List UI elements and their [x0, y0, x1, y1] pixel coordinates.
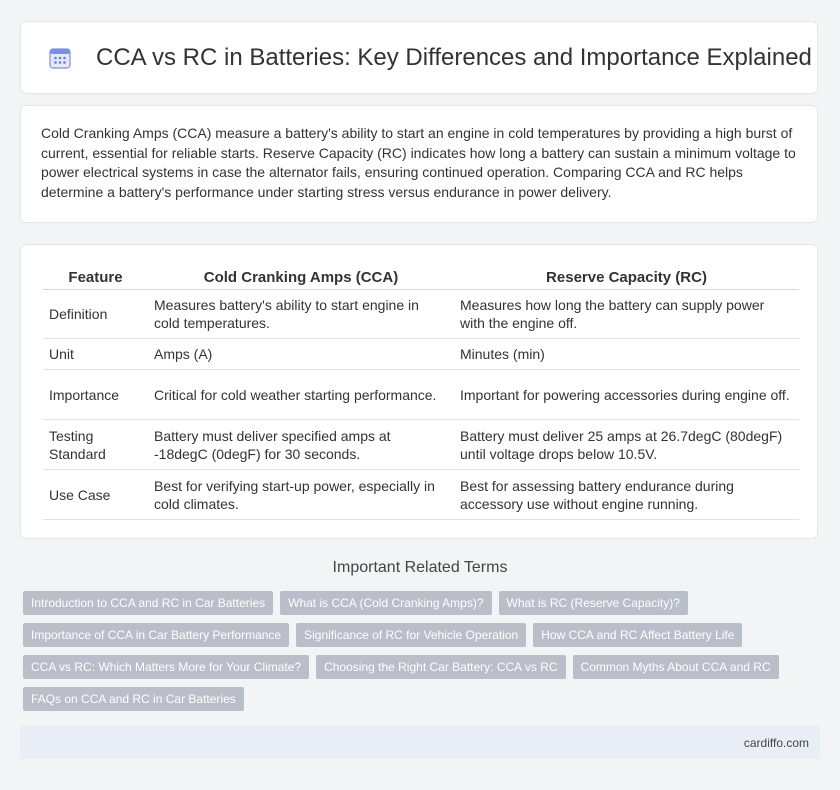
column-header-feature: Feature: [43, 265, 148, 290]
related-tag[interactable]: How CCA and RC Affect Battery Life: [533, 623, 742, 647]
column-header-cca: Cold Cranking Amps (CCA): [148, 265, 454, 290]
column-header-rc: Reserve Capacity (RC): [454, 265, 799, 290]
related-tag[interactable]: Choosing the Right Car Battery: CCA vs RC: [316, 655, 565, 679]
table-cell-rc: Important for powering accessories during engine off.: [454, 370, 799, 420]
table-cell-feature: Unit: [43, 339, 148, 370]
related-terms-title: Important Related Terms: [332, 559, 508, 576]
related-tag[interactable]: CCA vs RC: Which Matters More for Your Climate?: [23, 655, 309, 679]
table-cell-rc: Minutes (min): [454, 339, 799, 370]
related-tag[interactable]: What is RC (Reserve Capacity)?: [499, 591, 688, 615]
table-row: [43, 370, 799, 420]
related-tag[interactable]: FAQs on CCA and RC in Car Batteries: [23, 687, 244, 711]
footer: [20, 726, 820, 759]
tag-row: [23, 655, 803, 679]
table-cell-cca: Critical for cold weather starting performance.: [148, 370, 454, 420]
comparison-table-card: [20, 244, 818, 539]
table-row: [43, 290, 799, 339]
table-cell-cca: Amps (A): [148, 339, 454, 370]
page-title: CCA vs RC in Batteries: Key Differences and Importance Explained: [96, 44, 812, 71]
table-cell-cca: Measures battery's ability to start engine in cold temperatures.: [148, 290, 454, 339]
table-row: [43, 339, 799, 370]
intro-paragraph: Cold Cranking Amps (CCA) measure a battery's ability to start an engine in cold temperatures by providing a high burst of current, essential for reliable starts. Reserve Capacity (RC) indicates how long a battery can sustain a minimum voltage to power electrical systems in case the alternator fails, ensuring continued operation. Comparing CCA and RC helps determine a battery's performance under starting stress versus endurance in power delivery.: [41, 125, 796, 200]
table-row: [43, 470, 799, 520]
calendar-grid-icon: [49, 47, 71, 69]
footer-site-link[interactable]: cardiffo.com: [743, 736, 809, 750]
related-tag[interactable]: Introduction to CCA and RC in Car Batteries: [23, 591, 273, 615]
intro-card: [20, 105, 818, 223]
tag-row: [23, 591, 803, 615]
header-card: [20, 21, 818, 94]
table-cell-feature: Testing Standard: [43, 420, 148, 470]
table-cell-rc: Measures how long the battery can supply power with the engine off.: [454, 290, 799, 339]
table-cell-feature: Definition: [43, 290, 148, 339]
table-cell-feature: Importance: [43, 370, 148, 420]
comparison-table: [43, 265, 799, 520]
table-cell-cca: Best for verifying start-up power, especially in cold climates.: [148, 470, 454, 520]
table-cell-cca: Battery must deliver specified amps at -18degC (0degF) for 30 seconds.: [148, 420, 454, 470]
related-tag[interactable]: What is CCA (Cold Cranking Amps)?: [280, 591, 491, 615]
related-tag[interactable]: Importance of CCA in Car Battery Performance: [23, 623, 289, 647]
table-cell-feature: Use Case: [43, 470, 148, 520]
tag-row: [23, 623, 803, 647]
table-row: [43, 420, 799, 470]
table-header-row: [43, 265, 799, 290]
related-terms-tags: [23, 591, 803, 719]
related-tag[interactable]: Significance of RC for Vehicle Operation: [296, 623, 526, 647]
table-cell-rc: Best for assessing battery endurance during accessory use without engine running.: [454, 470, 799, 520]
tag-row: [23, 687, 803, 711]
table-cell-rc: Battery must deliver 25 amps at 26.7degC (80degF) until voltage drops below 10.5V.: [454, 420, 799, 470]
related-tag[interactable]: Common Myths About CCA and RC: [573, 655, 779, 679]
